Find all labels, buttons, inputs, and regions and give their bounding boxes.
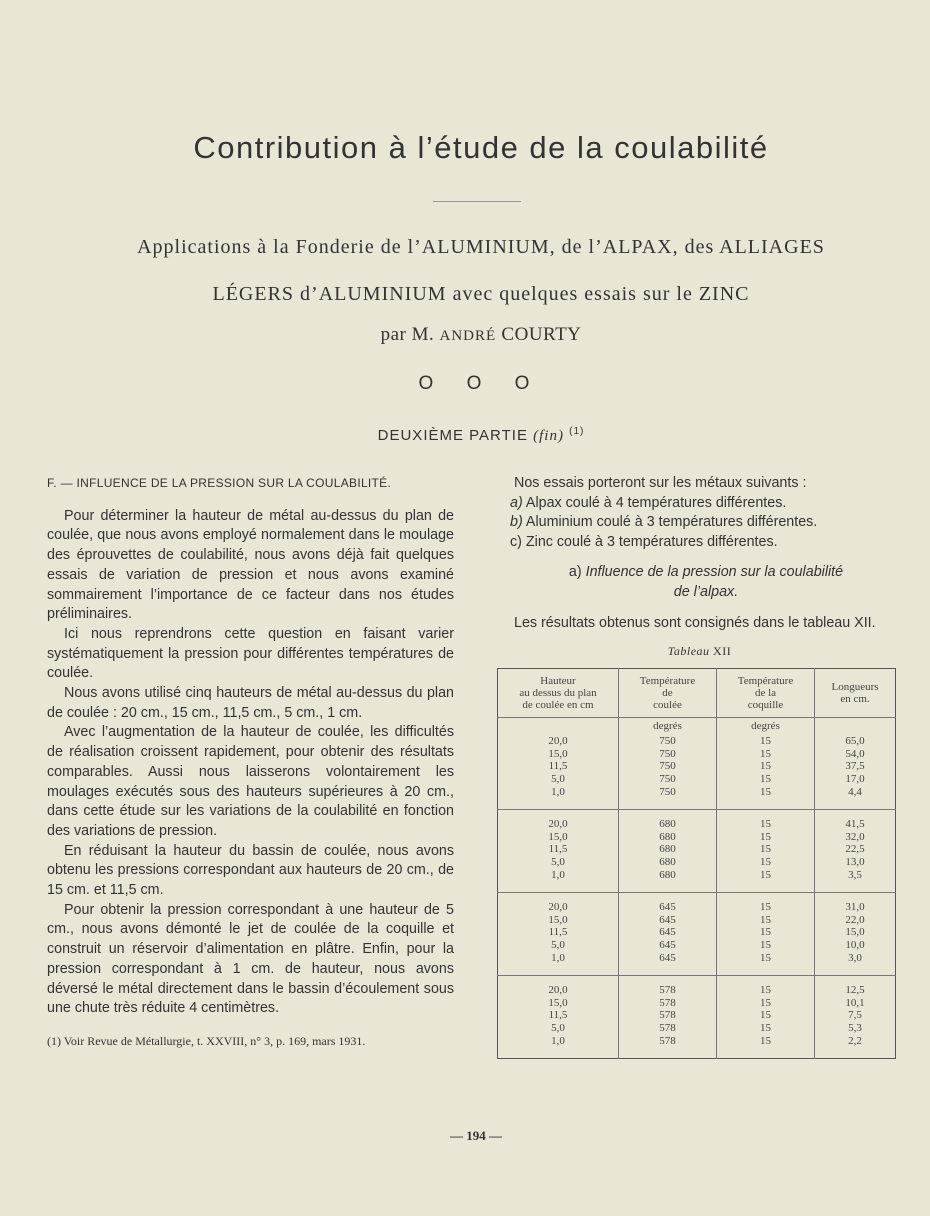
table-cell: 15 bbox=[717, 760, 815, 773]
table-cell: 1,0 bbox=[498, 869, 619, 893]
footnote-ref: (1) bbox=[569, 426, 585, 437]
header-line: coulée bbox=[653, 698, 682, 711]
list-item bbox=[497, 513, 902, 533]
table-cell: 15,0 bbox=[548, 996, 568, 1009]
title-rule bbox=[433, 201, 521, 202]
header-line: Longueurs bbox=[831, 680, 879, 693]
table-cell: 15 bbox=[717, 952, 815, 976]
table-cell: 15 bbox=[717, 735, 815, 748]
table-cell: 15 bbox=[717, 1009, 815, 1022]
table-cell: 20,0 bbox=[548, 818, 568, 831]
table-row bbox=[498, 997, 896, 1010]
table-row bbox=[498, 869, 896, 893]
paragraph: En réduisant la hauteur du bassin de coulée, nous avons obtenu les pressions correspondant aux hauteurs de 20 cm., de 15 cm. et 11,5 cm. bbox=[47, 842, 454, 899]
table-row bbox=[498, 939, 896, 952]
table-cell: 15 bbox=[717, 893, 815, 914]
table-cell: 15 bbox=[717, 810, 815, 831]
table-row bbox=[498, 1035, 896, 1059]
column-header bbox=[815, 668, 896, 717]
table-cell: 1,0 bbox=[551, 1034, 565, 1047]
table-cell: 15 bbox=[717, 939, 815, 952]
byline bbox=[0, 324, 930, 346]
table-cell: 15 bbox=[717, 914, 815, 927]
byline-par: par M. bbox=[380, 324, 435, 345]
table-cell: degrés bbox=[619, 717, 717, 735]
paragraph: Avec l’augmentation de la hauteur de coulée, les difficultés de réalisation croissent rapidement, pour obtenir des résultats comparables. Aussi nous laisserons volontairement les moulages exécutés sous des hauteurs supérieures à 20 cm., dans cette étude sur les variations de la coulabilité en fonction des variations de pression. bbox=[47, 724, 454, 839]
part-title-text: DEUXIÈME PARTIE bbox=[377, 427, 528, 444]
table-cell: 5,0 bbox=[551, 773, 565, 785]
list-text: Aluminium coulé à 3 températures différentes. bbox=[525, 514, 818, 531]
table-cell: 15 bbox=[717, 843, 815, 856]
table-cell: 5,0 bbox=[551, 855, 565, 868]
table-cell: 13,0 bbox=[815, 856, 896, 869]
table-cell: degrés bbox=[717, 717, 815, 735]
table-cell: 22,5 bbox=[815, 843, 896, 856]
header-line: au dessus du plan bbox=[519, 686, 597, 699]
table-cell: 15 bbox=[717, 773, 815, 786]
table-row bbox=[498, 735, 896, 748]
table-cell: 15 bbox=[717, 1035, 815, 1059]
table-cell: 37,5 bbox=[815, 760, 896, 773]
table-cell: 578 bbox=[619, 976, 717, 997]
table-cell: 5,0 bbox=[551, 1021, 565, 1034]
results-paragraph: Les résultats obtenus sont consignés dans le tableau XII. bbox=[514, 615, 876, 632]
table-cell bbox=[498, 717, 619, 735]
table-cell: 7,5 bbox=[815, 1009, 896, 1022]
table-cell: 11,5 bbox=[548, 1009, 568, 1022]
table-row bbox=[498, 856, 896, 869]
table-cell: 645 bbox=[619, 952, 717, 976]
table-cell: 15 bbox=[717, 997, 815, 1010]
table-cell: 1,0 bbox=[498, 952, 619, 976]
table-row bbox=[498, 748, 896, 761]
table-cell: 578 bbox=[619, 1009, 717, 1022]
table-cell: 22,0 bbox=[815, 914, 896, 927]
table-cell: 15 bbox=[717, 869, 815, 893]
table-cell: 750 bbox=[619, 760, 717, 773]
table-row bbox=[498, 1022, 896, 1035]
table-row bbox=[498, 1009, 896, 1022]
table-cell: 680 bbox=[619, 843, 717, 856]
page-number: — 194 — bbox=[450, 1128, 502, 1143]
header-line: coquille bbox=[747, 698, 784, 711]
table-cell: 15 bbox=[717, 748, 815, 761]
header-line: en cm. bbox=[840, 692, 870, 705]
table-cell: 3,5 bbox=[815, 869, 896, 893]
list-letter: a) bbox=[510, 494, 523, 511]
table-cell: 20,0 bbox=[548, 735, 568, 748]
table-cell: 2,2 bbox=[815, 1035, 896, 1059]
paragraph: Nous avons utilisé cinq hauteurs de métal au-dessus du plan de coulée : 20 cm., 15 cm., 11,5 cm., 5 cm., 1 cm. bbox=[47, 685, 454, 721]
table-cell: 11,5 bbox=[548, 760, 568, 773]
table-row bbox=[498, 843, 896, 856]
table-row bbox=[498, 831, 896, 844]
table-cell: 645 bbox=[619, 939, 717, 952]
left-column bbox=[47, 474, 454, 1049]
table-cell: 15 bbox=[717, 1022, 815, 1035]
table-cell: 15,0 bbox=[815, 926, 896, 939]
list-letter: b) bbox=[510, 514, 523, 531]
subsection-heading bbox=[497, 563, 902, 602]
paragraph: Pour déterminer la hauteur de métal au-dessus du plan de coulée, que nous avons employé normalement dans le moulage des éprouvettes de coulabilité, nous avons déjà fait quelques essais de variation de pression et nous avons examiné sommairement l’importance de ce facteur dans nos études préliminaires. bbox=[47, 507, 454, 623]
table-cell: 11,5 bbox=[548, 843, 568, 856]
table-cell: 41,5 bbox=[815, 810, 896, 831]
table-cell: 12,5 bbox=[815, 976, 896, 997]
header-line: Température bbox=[737, 674, 794, 687]
data-table bbox=[497, 668, 896, 1059]
list-item bbox=[497, 533, 902, 553]
table-row bbox=[498, 976, 896, 997]
table-row bbox=[498, 952, 896, 976]
header-line: de coulée en cm bbox=[522, 698, 594, 711]
subhead-line-2: de l’alpax. bbox=[673, 583, 739, 600]
subhead-letter: a) bbox=[568, 563, 582, 580]
list-item bbox=[497, 494, 902, 514]
table-cell: 5,3 bbox=[815, 1022, 896, 1035]
table-cell bbox=[815, 717, 896, 735]
table-cell: 680 bbox=[619, 810, 717, 831]
table-cell: 15,0 bbox=[548, 913, 568, 926]
table-cell: 17,0 bbox=[815, 773, 896, 786]
table-cell: 3,0 bbox=[815, 952, 896, 976]
header-line: Température bbox=[639, 674, 696, 687]
table-cell: 750 bbox=[619, 773, 717, 786]
table-cell: 645 bbox=[619, 926, 717, 939]
header-line: Hauteur bbox=[540, 674, 576, 687]
column-header bbox=[619, 668, 717, 717]
author-first-name: ANDRÉ bbox=[439, 328, 497, 344]
author-last-name: COURTY bbox=[501, 324, 582, 345]
table-cell: 680 bbox=[619, 856, 717, 869]
column-header bbox=[717, 668, 815, 717]
subtitle-line-1: Applications à la Fonderie de l’ALUMINIUM, de l’ALPAX, des ALLIAGES bbox=[137, 236, 825, 258]
column-header bbox=[498, 668, 619, 717]
part-fin: (fin) bbox=[533, 428, 564, 444]
table-row bbox=[498, 760, 896, 773]
table-cell: 20,0 bbox=[548, 984, 568, 997]
table-caption-number: XII bbox=[713, 643, 732, 658]
table-cell: 15,0 bbox=[548, 747, 568, 760]
paragraph: Pour obtenir la pression correspondant à une hauteur de 5 cm., nous avons démonté le jet de coulée de la coquille et construit un réservoir d’alimentation en plâtre. Enfin, pour la pression correspondant à 1 cm. de hauteur, nous avons déversé le métal directement dans le bassin d’écoulement sous une chute très réduite 4 centimètres. bbox=[47, 901, 454, 1017]
table-cell: 15,0 bbox=[548, 830, 568, 843]
table-cell: 750 bbox=[619, 786, 717, 810]
table-cell: 680 bbox=[619, 831, 717, 844]
section-heading: F. — INFLUENCE DE LA PRESSION SUR LA COULABILITÉ. bbox=[47, 476, 392, 490]
table-cell: 15 bbox=[717, 831, 815, 844]
table-cell: 680 bbox=[619, 869, 717, 893]
table-row bbox=[498, 773, 896, 786]
table-cell: 1,0 bbox=[498, 786, 619, 810]
table-row bbox=[498, 786, 896, 810]
list-text: Alpax coulé à 4 températures différentes. bbox=[525, 494, 787, 511]
table-cell: 578 bbox=[619, 1035, 717, 1059]
table-row bbox=[498, 810, 896, 831]
table-cell: 578 bbox=[619, 1022, 717, 1035]
header-line: de bbox=[662, 686, 673, 699]
table-cell: 32,0 bbox=[815, 831, 896, 844]
table-cell: 15 bbox=[717, 926, 815, 939]
table-cell: 5,0 bbox=[551, 938, 565, 951]
footnote: (1) Voir Revue de Métallurgie, t. XXVIII, n° 3, p. 169, mars 1931. bbox=[47, 1033, 366, 1048]
article-title: Contribution à l’étude de la coulabilité bbox=[193, 130, 769, 165]
table-cell: 645 bbox=[619, 893, 717, 914]
table-cell: 31,0 bbox=[815, 893, 896, 914]
table-body bbox=[498, 735, 896, 1058]
table-cell: 750 bbox=[619, 735, 717, 748]
table-cell: 54,0 bbox=[815, 748, 896, 761]
table-cell: 578 bbox=[619, 997, 717, 1010]
ornament: O O O bbox=[418, 373, 544, 394]
table-cell: 15 bbox=[717, 786, 815, 810]
table-cell: 11,5 bbox=[548, 926, 568, 939]
table-cell: 20,0 bbox=[548, 901, 568, 914]
table-row bbox=[498, 914, 896, 927]
table-cell: 645 bbox=[619, 914, 717, 927]
paragraph: Ici nous reprendrons cette question en faisant varier systématiquement la pression pour différentes températures de coulée. bbox=[47, 625, 454, 682]
table-cell: 65,0 bbox=[815, 735, 896, 748]
table-caption bbox=[497, 642, 902, 662]
table-cell: 10,1 bbox=[815, 997, 896, 1010]
table-row bbox=[498, 926, 896, 939]
header-line: de la bbox=[754, 686, 777, 699]
table-cell: 15 bbox=[717, 976, 815, 997]
part-title bbox=[0, 426, 930, 445]
right-column bbox=[497, 474, 902, 1059]
table-cell: 750 bbox=[619, 748, 717, 761]
metals-intro: Nos essais porteront sur les métaux suivants : bbox=[514, 475, 807, 491]
subtitle-line-2: LÉGERS d’ALUMINIUM avec quelques essais sur le ZINC bbox=[212, 283, 750, 305]
subhead-line-1: Influence de la pression sur la coulabilité bbox=[585, 563, 844, 580]
table-cell: 10,0 bbox=[815, 939, 896, 952]
table-cell: 4,4 bbox=[815, 786, 896, 810]
table-cell: 15 bbox=[717, 856, 815, 869]
list-letter: c) bbox=[510, 534, 522, 551]
list-text: Zinc coulé à 3 températures différentes. bbox=[525, 534, 778, 551]
table-caption-word: Tableau bbox=[667, 643, 710, 658]
table-row bbox=[498, 893, 896, 914]
units-row bbox=[498, 717, 896, 735]
